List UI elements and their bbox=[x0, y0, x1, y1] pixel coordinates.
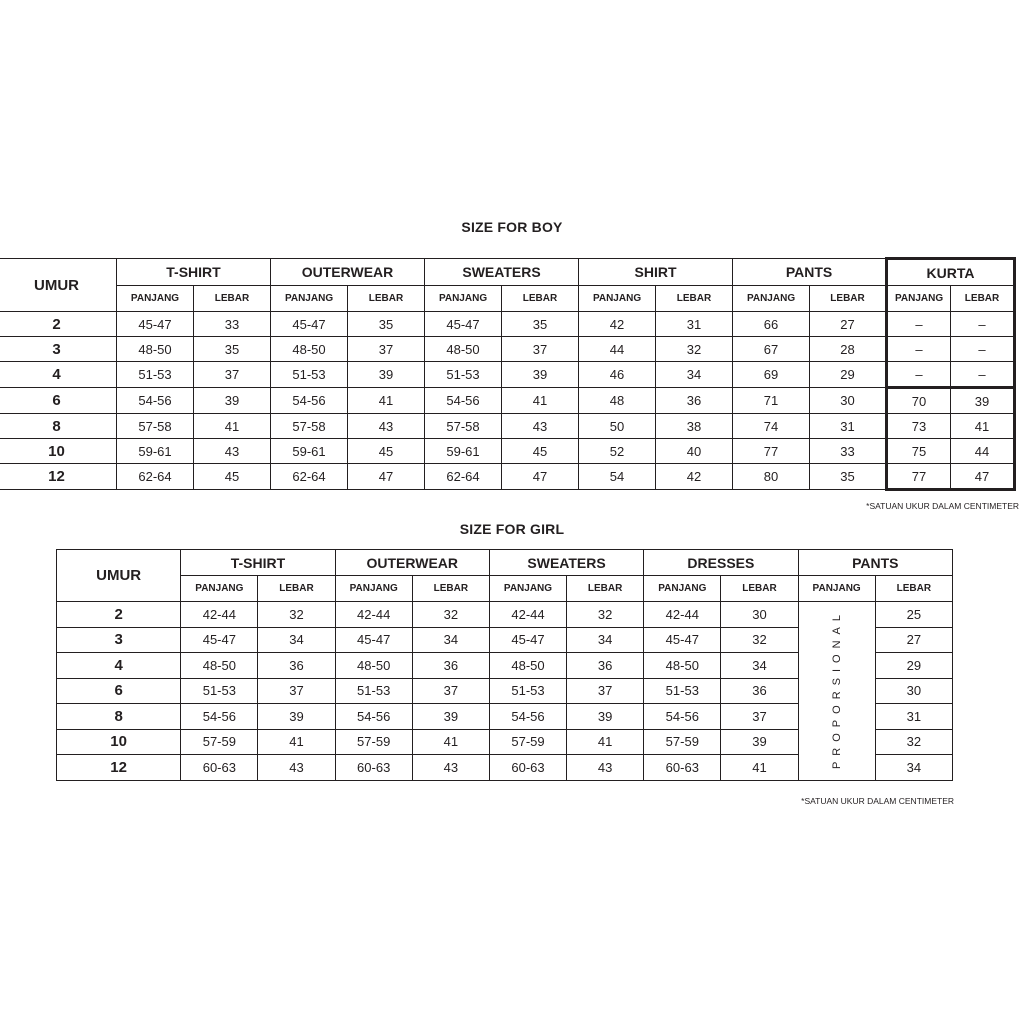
age-cell: 10 bbox=[57, 729, 181, 755]
sub-header: LEBAR bbox=[567, 576, 644, 602]
value-cell: 51-53 bbox=[335, 678, 412, 704]
value-cell: 54-56 bbox=[181, 704, 258, 730]
value-cell: 43 bbox=[194, 439, 271, 464]
value-cell: 54-56 bbox=[335, 704, 412, 730]
age-cell: 8 bbox=[0, 414, 117, 439]
value-cell: 36 bbox=[656, 388, 733, 414]
value-cell: 35 bbox=[502, 312, 579, 337]
value-cell: 32 bbox=[412, 602, 489, 628]
value-cell: 42-44 bbox=[644, 602, 721, 628]
subheader-row bbox=[57, 576, 953, 602]
value-cell: 43 bbox=[412, 755, 489, 781]
boy-size-title: SIZE FOR BOY bbox=[461, 219, 563, 235]
sub-header: LEBAR bbox=[258, 576, 335, 602]
category-header: PANTS bbox=[798, 550, 952, 576]
value-cell: 57-59 bbox=[181, 729, 258, 755]
sub-header: LEBAR bbox=[502, 286, 579, 312]
value-cell: 44 bbox=[951, 439, 1015, 464]
value-cell: 34 bbox=[721, 653, 798, 679]
value-cell: 59-61 bbox=[117, 439, 194, 464]
sub-header: PANJANG bbox=[117, 286, 194, 312]
value-cell: 25 bbox=[875, 602, 952, 628]
category-header: SWEATERS bbox=[489, 550, 643, 576]
value-cell: 77 bbox=[887, 464, 951, 490]
value-cell: 35 bbox=[810, 464, 887, 490]
value-cell: – bbox=[951, 337, 1015, 362]
value-cell: 48-50 bbox=[271, 337, 348, 362]
header-row bbox=[0, 259, 1015, 286]
value-cell: 57-59 bbox=[644, 729, 721, 755]
value-cell: 57-59 bbox=[489, 729, 566, 755]
value-cell: 57-58 bbox=[117, 414, 194, 439]
value-cell: 69 bbox=[733, 362, 810, 388]
value-cell: 66 bbox=[733, 312, 810, 337]
value-cell: 40 bbox=[656, 439, 733, 464]
value-cell: 48-50 bbox=[117, 337, 194, 362]
girl-size-table bbox=[56, 549, 953, 781]
sub-header: PANJANG bbox=[489, 576, 566, 602]
value-cell: 73 bbox=[887, 414, 951, 439]
age-cell: 6 bbox=[57, 678, 181, 704]
value-cell: 34 bbox=[567, 627, 644, 653]
value-cell: 54-56 bbox=[644, 704, 721, 730]
value-cell: 42 bbox=[579, 312, 656, 337]
sub-header: PANJANG bbox=[733, 286, 810, 312]
age-cell: 2 bbox=[57, 602, 181, 628]
value-cell: 41 bbox=[194, 414, 271, 439]
value-cell: – bbox=[951, 362, 1015, 388]
value-cell: 41 bbox=[348, 388, 425, 414]
value-cell: 37 bbox=[194, 362, 271, 388]
value-cell: – bbox=[887, 337, 951, 362]
sub-header: LEBAR bbox=[951, 286, 1015, 312]
value-cell: 54-56 bbox=[425, 388, 502, 414]
value-cell: – bbox=[887, 362, 951, 388]
value-cell: 54-56 bbox=[117, 388, 194, 414]
value-cell: 47 bbox=[348, 464, 425, 490]
value-cell: 45 bbox=[348, 439, 425, 464]
age-cell: 6 bbox=[0, 388, 117, 414]
sub-header: PANJANG bbox=[181, 576, 258, 602]
value-cell: 52 bbox=[579, 439, 656, 464]
value-cell: 42 bbox=[656, 464, 733, 490]
value-cell: 70 bbox=[887, 388, 951, 414]
value-cell: – bbox=[887, 312, 951, 337]
value-cell: 36 bbox=[721, 678, 798, 704]
table-row bbox=[57, 602, 953, 628]
value-cell: 45-47 bbox=[335, 627, 412, 653]
value-cell: 41 bbox=[502, 388, 579, 414]
value-cell: 62-64 bbox=[271, 464, 348, 490]
umur-header: UMUR bbox=[0, 259, 117, 312]
value-cell: 47 bbox=[502, 464, 579, 490]
value-cell: 45 bbox=[194, 464, 271, 490]
age-cell: 3 bbox=[0, 337, 117, 362]
value-cell: 34 bbox=[258, 627, 335, 653]
value-cell: 30 bbox=[875, 678, 952, 704]
category-header: T-SHIRT bbox=[117, 259, 271, 286]
value-cell: 51-53 bbox=[489, 678, 566, 704]
value-cell: 45-47 bbox=[181, 627, 258, 653]
value-cell: 45-47 bbox=[117, 312, 194, 337]
value-cell: 51-53 bbox=[117, 362, 194, 388]
category-header: T-SHIRT bbox=[181, 550, 335, 576]
value-cell: 48-50 bbox=[425, 337, 502, 362]
value-cell: 41 bbox=[412, 729, 489, 755]
sub-header: PANJANG bbox=[271, 286, 348, 312]
category-header: SHIRT bbox=[579, 259, 733, 286]
value-cell: 60-63 bbox=[335, 755, 412, 781]
value-cell: 39 bbox=[258, 704, 335, 730]
table-row bbox=[0, 362, 1015, 388]
age-cell: 3 bbox=[57, 627, 181, 653]
value-cell: 44 bbox=[579, 337, 656, 362]
value-cell: 51-53 bbox=[644, 678, 721, 704]
value-cell: 38 bbox=[656, 414, 733, 439]
sub-header: PANJANG bbox=[579, 286, 656, 312]
value-cell: 59-61 bbox=[425, 439, 502, 464]
value-cell: 42-44 bbox=[489, 602, 566, 628]
value-cell: 37 bbox=[567, 678, 644, 704]
value-cell: 57-59 bbox=[335, 729, 412, 755]
value-cell: 48-50 bbox=[335, 653, 412, 679]
sub-header: LEBAR bbox=[875, 576, 952, 602]
table-row bbox=[0, 312, 1015, 337]
category-header: DRESSES bbox=[644, 550, 798, 576]
value-cell: 33 bbox=[810, 439, 887, 464]
value-cell: 37 bbox=[502, 337, 579, 362]
category-header: OUTERWEAR bbox=[271, 259, 425, 286]
proporsional-cell bbox=[798, 602, 875, 781]
girl-size-title: SIZE FOR GIRL bbox=[459, 521, 565, 537]
value-cell: 39 bbox=[412, 704, 489, 730]
subheader-row bbox=[0, 286, 1015, 312]
value-cell: 29 bbox=[810, 362, 887, 388]
age-cell: 4 bbox=[57, 653, 181, 679]
value-cell: 30 bbox=[721, 602, 798, 628]
value-cell: 43 bbox=[258, 755, 335, 781]
value-cell: 29 bbox=[875, 653, 952, 679]
value-cell: 27 bbox=[875, 627, 952, 653]
value-cell: 51-53 bbox=[271, 362, 348, 388]
value-cell: 43 bbox=[348, 414, 425, 439]
category-header: OUTERWEAR bbox=[335, 550, 489, 576]
value-cell: 37 bbox=[412, 678, 489, 704]
sub-header: LEBAR bbox=[810, 286, 887, 312]
value-cell: 41 bbox=[567, 729, 644, 755]
sub-header: PANJANG bbox=[887, 286, 951, 312]
value-cell: 36 bbox=[567, 653, 644, 679]
value-cell: 42-44 bbox=[181, 602, 258, 628]
category-header: KURTA bbox=[887, 259, 1015, 286]
age-cell: 12 bbox=[0, 464, 117, 490]
value-cell: 41 bbox=[721, 755, 798, 781]
table-row bbox=[0, 414, 1015, 439]
value-cell: 57-58 bbox=[271, 414, 348, 439]
table-row bbox=[0, 464, 1015, 490]
value-cell: 37 bbox=[721, 704, 798, 730]
value-cell: 34 bbox=[875, 755, 952, 781]
value-cell: 32 bbox=[567, 602, 644, 628]
girl-unit-note: *SATUAN UKUR DALAM CENTIMETER bbox=[801, 796, 954, 806]
value-cell: 27 bbox=[810, 312, 887, 337]
value-cell: 32 bbox=[875, 729, 952, 755]
age-cell: 4 bbox=[0, 362, 117, 388]
value-cell: 71 bbox=[733, 388, 810, 414]
value-cell: 54 bbox=[579, 464, 656, 490]
sub-header: PANJANG bbox=[425, 286, 502, 312]
value-cell: 45-47 bbox=[644, 627, 721, 653]
value-cell: 39 bbox=[348, 362, 425, 388]
value-cell: 43 bbox=[502, 414, 579, 439]
value-cell: 37 bbox=[348, 337, 425, 362]
value-cell: 48-50 bbox=[644, 653, 721, 679]
value-cell: 47 bbox=[951, 464, 1015, 490]
value-cell: 34 bbox=[656, 362, 733, 388]
value-cell: 45-47 bbox=[271, 312, 348, 337]
value-cell: 31 bbox=[875, 704, 952, 730]
table-row bbox=[0, 337, 1015, 362]
value-cell: 62-64 bbox=[425, 464, 502, 490]
sub-header: PANJANG bbox=[798, 576, 875, 602]
age-cell: 8 bbox=[57, 704, 181, 730]
value-cell: 36 bbox=[258, 653, 335, 679]
value-cell: 54-56 bbox=[489, 704, 566, 730]
sub-header: LEBAR bbox=[412, 576, 489, 602]
value-cell: 39 bbox=[502, 362, 579, 388]
value-cell: 75 bbox=[887, 439, 951, 464]
value-cell: 39 bbox=[194, 388, 271, 414]
age-cell: 12 bbox=[57, 755, 181, 781]
value-cell: 41 bbox=[258, 729, 335, 755]
value-cell: 60-63 bbox=[644, 755, 721, 781]
table-row bbox=[0, 439, 1015, 464]
proporsional-label: PROPORSIONAL bbox=[830, 609, 843, 770]
value-cell: 33 bbox=[194, 312, 271, 337]
category-header: SWEATERS bbox=[425, 259, 579, 286]
value-cell: 39 bbox=[951, 388, 1015, 414]
table-row bbox=[0, 388, 1015, 414]
value-cell: 67 bbox=[733, 337, 810, 362]
age-cell: 10 bbox=[0, 439, 117, 464]
sub-header: LEBAR bbox=[348, 286, 425, 312]
value-cell: 31 bbox=[810, 414, 887, 439]
value-cell: 36 bbox=[412, 653, 489, 679]
value-cell: 48-50 bbox=[489, 653, 566, 679]
value-cell: 35 bbox=[348, 312, 425, 337]
value-cell: 48 bbox=[579, 388, 656, 414]
value-cell: 45-47 bbox=[425, 312, 502, 337]
value-cell: – bbox=[951, 312, 1015, 337]
value-cell: 50 bbox=[579, 414, 656, 439]
value-cell: 60-63 bbox=[489, 755, 566, 781]
sub-header: LEBAR bbox=[194, 286, 271, 312]
value-cell: 32 bbox=[258, 602, 335, 628]
value-cell: 43 bbox=[567, 755, 644, 781]
value-cell: 46 bbox=[579, 362, 656, 388]
value-cell: 77 bbox=[733, 439, 810, 464]
value-cell: 32 bbox=[721, 627, 798, 653]
value-cell: 37 bbox=[258, 678, 335, 704]
value-cell: 48-50 bbox=[181, 653, 258, 679]
value-cell: 34 bbox=[412, 627, 489, 653]
value-cell: 74 bbox=[733, 414, 810, 439]
boy-size-table bbox=[0, 257, 1016, 491]
value-cell: 60-63 bbox=[181, 755, 258, 781]
value-cell: 42-44 bbox=[335, 602, 412, 628]
sub-header: PANJANG bbox=[335, 576, 412, 602]
value-cell: 51-53 bbox=[181, 678, 258, 704]
sub-header: PANJANG bbox=[644, 576, 721, 602]
value-cell: 28 bbox=[810, 337, 887, 362]
value-cell: 39 bbox=[721, 729, 798, 755]
value-cell: 35 bbox=[194, 337, 271, 362]
category-header: PANTS bbox=[733, 259, 887, 286]
sub-header: LEBAR bbox=[656, 286, 733, 312]
umur-header: UMUR bbox=[57, 550, 181, 602]
value-cell: 62-64 bbox=[117, 464, 194, 490]
value-cell: 45-47 bbox=[489, 627, 566, 653]
value-cell: 39 bbox=[567, 704, 644, 730]
age-cell: 2 bbox=[0, 312, 117, 337]
value-cell: 51-53 bbox=[425, 362, 502, 388]
value-cell: 54-56 bbox=[271, 388, 348, 414]
boy-unit-note: *SATUAN UKUR DALAM CENTIMETER bbox=[866, 501, 1019, 511]
value-cell: 31 bbox=[656, 312, 733, 337]
value-cell: 30 bbox=[810, 388, 887, 414]
value-cell: 80 bbox=[733, 464, 810, 490]
value-cell: 41 bbox=[951, 414, 1015, 439]
sub-header: LEBAR bbox=[721, 576, 798, 602]
value-cell: 57-58 bbox=[425, 414, 502, 439]
value-cell: 45 bbox=[502, 439, 579, 464]
header-row bbox=[57, 550, 953, 576]
value-cell: 32 bbox=[656, 337, 733, 362]
value-cell: 59-61 bbox=[271, 439, 348, 464]
